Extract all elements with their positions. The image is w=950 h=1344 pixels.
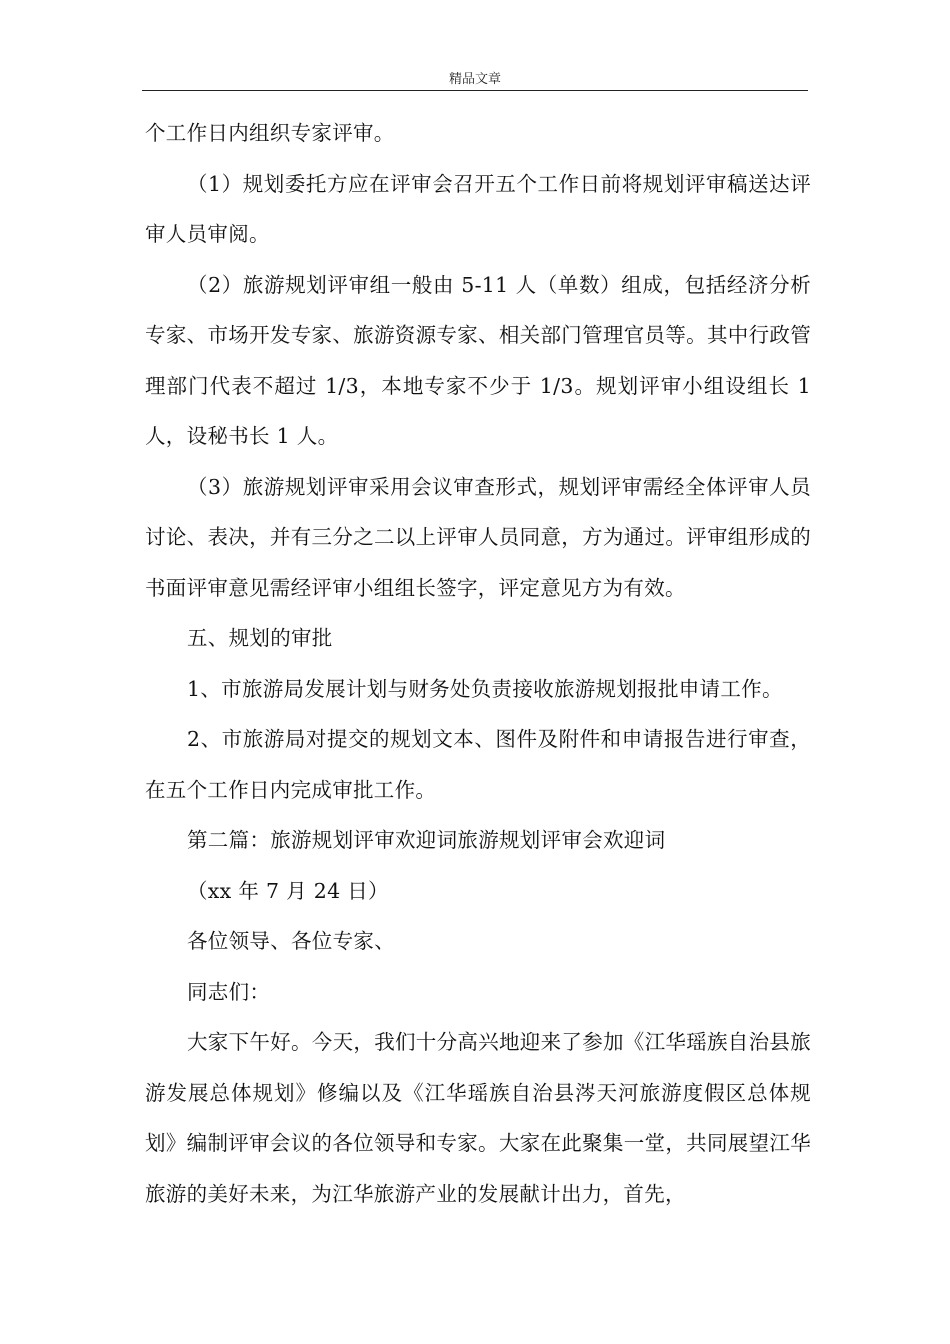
document-body: [145, 108, 811, 1219]
header-title: 精品文章: [448, 72, 501, 87]
paragraph-3: （2）旅游规划评审组一般由 5-11 人（单数）组成，包括经济分析专家、市场开发专家、旅游资源专家、相关部门管理官员等。其中行政管理部门代表不超过 1/3，本地专家不少于 1/3。规划评审小组设组长 1 人，设秘书长 1 人。: [145, 272, 811, 448]
paragraph-4: （3）旅游规划评审采用会议审查形式，规划评审需经全体评审人员讨论、表决，并有三分之二以上评审人员同意，方为通过。评审组形成的书面评审意见需经评审小组组长签字，评定意见方为有效。: [145, 474, 811, 600]
paragraph-6: 1、市旅游局发展计划与财务处负责接收旅游规划报批申请工作。: [187, 676, 783, 701]
paragraph-2: （1）规划委托方应在评审会召开五个工作日前将规划评审稿送达评审人员审阅。: [145, 171, 811, 246]
page-header: [142, 72, 808, 91]
salutation-line-1: 各位领导、各位专家、: [187, 929, 395, 953]
chapter-title: 第二篇：旅游规划评审欢迎词旅游规划评审会欢迎词: [187, 828, 666, 852]
paragraph-1: 个工作日内组织专家评审。: [145, 121, 395, 145]
date-line: （xx 年 7 月 24 日）: [187, 878, 389, 903]
paragraph-12: 大家下午好。今天，我们十分高兴地迎来了参加《江华瑶族自治县旅游发展总体规划》修编以及《江华瑶族自治县涔天河旅游度假区总体规划》编制评审会议的各位领导和专家。大家在此聚集一堂，共同展望江华旅游的美好未来，为江华旅游产业的发展献计出力，首先，: [145, 1030, 811, 1206]
section-heading: 五、规划的审批: [187, 626, 333, 650]
paragraph-7: 2、市旅游局对提交的规划文本、图件及附件和申请报告进行审查，在五个工作日内完成审批工作。: [145, 727, 811, 802]
salutation-line-2: 同志们：: [187, 979, 271, 1004]
